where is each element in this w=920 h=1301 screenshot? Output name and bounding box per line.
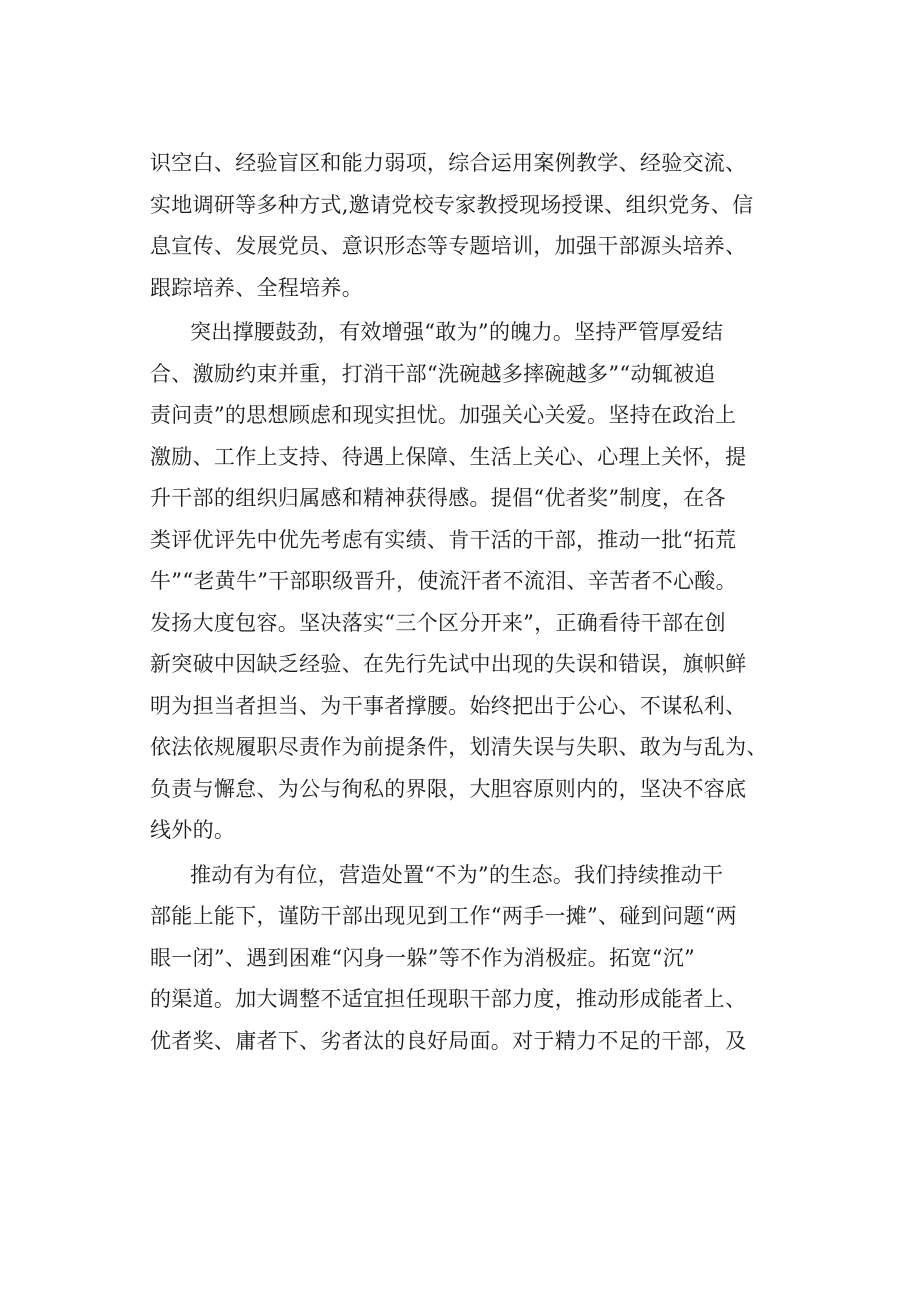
text-line: 推动有为有位，营造处置“不为”的生态。我们持续推动干 [190,862,724,887]
text-line: 息宣传、发展党员、意识形态等专题培训，加强干部源头培养、 [150,234,747,258]
document-body [150,143,810,1065]
text-line: 牛”“老黄牛”干部职级晋升，使流汗者不流泪、辛苦者不心酸。 [150,569,737,593]
text-line: 的渠道。加大调整不适宜担任现职干部力度，推动形成能者上、 [150,987,747,1011]
text-line: 新突破中因缺乏经验、在先行先试中出现的失误和错误，旗帜鲜 [150,652,747,676]
text-line: 跟踪培养、全程培养。 [150,275,363,300]
text-line: 升干部的组织归属感和精神获得感。提倡“优者奖”制度，在各 [150,486,726,510]
paragraph-3 [150,855,810,1063]
text-line: 依法依规履职尽责作为前提条件，划清失误与失职、敢为与乱为、 [150,735,768,759]
text-line: 线外的。 [150,818,236,842]
text-line: 部能上能下，谨防干部出现见到工作“两手一摊”、碰到问题“两 [150,904,737,928]
paragraph-2 [150,312,810,852]
text-line: 实地调研等多种方式,邀请党校专家教授现场授课、组织党务、信 [150,192,754,217]
text-line: 发扬大度包容。坚决落实“三个区分开来”，正确看待干部在创 [150,610,726,635]
text-line: 突出撑腰鼓劲，有效增强“敢为”的魄力。坚持严管厚爱结 [190,320,724,344]
text-line: 责问责”的思想顾虑和现实担忧。加强关心关爱。坚持在政治上 [150,403,737,427]
paragraph-1 [150,143,810,309]
text-line: 负责与懈怠、为公与徇私的界限，大胆容原则内的，坚决不容底 [150,776,747,801]
text-line: 优者奖、庸者下、劣者汰的良好局面。对于精力不足的干部，及 [150,1028,747,1053]
text-line: 激励、工作上支持、待遇上保障、生活上关心、心理上关怀，提 [150,444,747,469]
text-line: 合、激励约束并重，打消干部“洗碗越多摔碗越多”“动辄被追 [150,361,716,386]
text-line: 类评优评先中优先考虑有实绩、肯干活的干部，推动一批“拓荒 [150,527,737,552]
text-line: 明为担当者担当、为干事者撑腰。始终把出于公心、不谋私利、 [150,693,747,718]
text-line: 识空白、经验盲区和能力弱项，综合运用案例教学、经验交流、 [150,151,747,175]
text-line: 眼一闭”、遇到困难“闪身一躲”等不作为消极症。拓宽“沉” [150,945,696,970]
